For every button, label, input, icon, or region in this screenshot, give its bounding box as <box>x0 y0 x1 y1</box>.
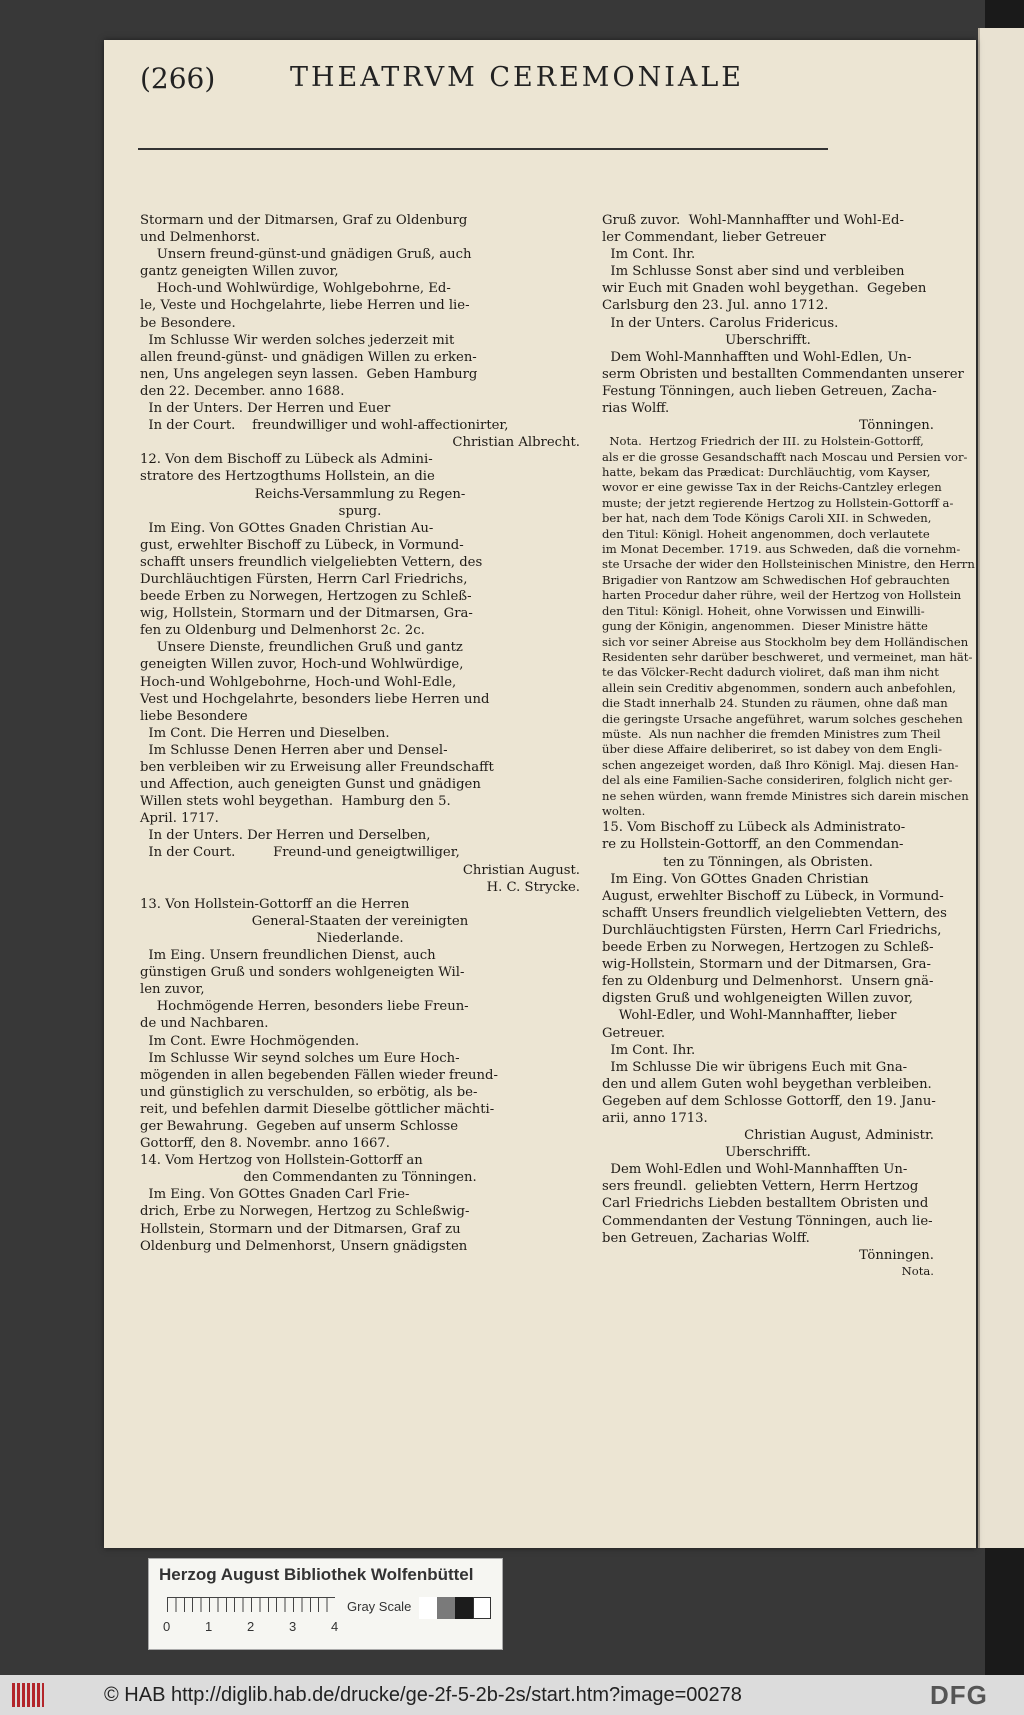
text-line: In der Court. Freund-und geneigtwilliger, <box>140 845 460 861</box>
text-line: geneigten Willen zuvor, Hoch-und Wohlwürdige, <box>140 657 464 673</box>
text-line: gantz geneigten Willen zuvor, <box>140 264 339 280</box>
text-line: wolten. <box>602 803 646 818</box>
text-line: Im Eing. Unsern freundlichen Dienst, auch <box>140 948 436 964</box>
text-line: April. 1717. <box>140 811 219 827</box>
ruler-tick-label: 1 <box>205 1619 213 1634</box>
text-line: den Titul: Königl. Hoheit, ohne Vorwissen und Einwilli- <box>602 603 925 618</box>
text-line: Unsere Dienste, freundlichen Gruß und gantz <box>140 640 463 656</box>
text-line: Reichs-Versammlung zu Regen- <box>254 486 466 502</box>
source-url[interactable]: © HAB http://diglib.hab.de/drucke/ge-2f-5-2b-2s/start.htm?image=00278 <box>104 1684 742 1706</box>
gray-scale-label: Gray Scale <box>347 1599 412 1614</box>
text-line: Hochmögende Herren, besonders liebe Freun- <box>140 999 469 1015</box>
text-line: schafft unsers freundlich vielgeliebten Vettern, des <box>140 554 483 570</box>
text-line: re zu Hollstein-Gottorff, an den Commendan- <box>602 837 904 853</box>
scale-ruler <box>167 1597 335 1612</box>
text-line: drich, Erbe zu Norwegen, Hertzog zu Schleßwig- <box>140 1204 470 1220</box>
text-line: Im Schlusse Denen Herren aber und Densel- <box>140 742 448 758</box>
text-line: beede Erben zu Norwegen, Hertzogen zu Schleß- <box>140 589 472 605</box>
text-line: ler Commendant, lieber Getreuer <box>602 230 826 246</box>
ruler-tick-label: 3 <box>289 1619 297 1634</box>
text-line: Dem Wohl-Mannhafften und Wohl-Edlen, Un- <box>602 349 912 365</box>
text-line: Durchläuchtigen Fürsten, Herrn Carl Friedrichs, <box>140 571 468 587</box>
text-line: als er die grosse Gesandschafft nach Moscau und Persien vor- <box>602 449 968 464</box>
text-line: nen, Uns angelegen seyn lassen. Geben Hamburg <box>140 366 478 382</box>
gray-swatch <box>419 1597 437 1619</box>
viewer-footer <box>0 1675 1024 1715</box>
text-line: Wohl-Edler, und Wohl-Mannhaffter, lieber <box>602 1008 897 1024</box>
text-line: Nota. Hertzog Friedrich der III. zu Holstein-Gottorff, <box>602 434 924 449</box>
text-line: ber hat, nach dem Tode Königs Caroli XII. in Schweden, <box>602 511 932 526</box>
text-line: Christian August. <box>462 862 580 878</box>
running-title: THEATRVM CEREMONIALE <box>290 62 745 93</box>
text-line: Carl Friedrichs Liebden bestalltem Obristen und <box>602 1196 929 1212</box>
text-line: arii, anno 1713. <box>602 1110 708 1126</box>
text-line: Gottorff, den 8. Novembr. anno 1667. <box>140 1136 390 1152</box>
text-line: günstigen Gruß und sonders wohlgeneigten Wil- <box>140 965 465 981</box>
text-line: In der Unters. Der Herren und Euer <box>140 401 391 417</box>
text-line: Tönningen. <box>859 1247 934 1263</box>
text-line: den 22. December. anno 1688. <box>140 383 345 399</box>
text-line: Getreuer. <box>602 1025 666 1041</box>
text-line: ben verbleiben wir zu Erweisung aller Freundschafft <box>140 760 494 775</box>
text-line: ne sehen würden, wann fremde Ministres sich darein mischen <box>602 788 969 803</box>
text-line: allen freund-günst- und gnädigen Willen zu erken- <box>140 349 477 365</box>
text-line: Carlsburg den 23. Jul. anno 1712. <box>602 298 829 314</box>
text-line: Gruß zuvor. Wohl-Mannhaffter und Wohl-Ed- <box>602 213 904 228</box>
text-line: Im Eing. Von GOttes Gnaden Christian <box>602 871 869 887</box>
text-line: den und allem Guten wohl beygethan verbleiben. <box>602 1076 932 1092</box>
text-line: über diese Affaire deliberiret, so ist dabey von dem Engli- <box>602 742 943 757</box>
text-line: wig-Hollstein, Stormarn und der Ditmarsen, Gra- <box>602 957 931 973</box>
text-line: und Affection, auch geneigten Gunst und gnädigen <box>140 777 481 793</box>
text-line: Im Schlusse Die wir übrigens Euch mit Gna- <box>602 1059 908 1075</box>
text-line: In der Court. freundwilliger und wohl-affectionirter, <box>140 418 509 434</box>
text-line: len zuvor, <box>140 982 205 998</box>
text-line: Vest und Hochgelahrte, besonders liebe Herren und <box>140 691 490 707</box>
right-text-column <box>602 212 975 1279</box>
text-line: Im Cont. Ihr. <box>602 1042 696 1058</box>
text-line: spurg. <box>338 503 382 519</box>
text-line: und Delmenhorst. <box>140 230 261 246</box>
text-line: ben Getreuen, Zacharias Wolff. <box>602 1230 810 1246</box>
text-line: Gegeben auf dem Schlosse Gottorff, den 19. Janu- <box>602 1093 936 1109</box>
library-name: Herzog August Bibliothek Wolfenbüttel <box>159 1565 474 1584</box>
text-line: Commendanten der Vestung Tönningen, auch lie- <box>602 1213 933 1229</box>
text-line: August, erwehlter Bischoff zu Lübeck, in Vormund- <box>602 888 944 904</box>
text-line: te das Völcker-Recht dadurch violiret, daß man ihm nicht <box>602 665 939 680</box>
text-line: Willen stets wohl beygethan. Hamburg den 5. <box>140 794 451 810</box>
text-line: serm Obristen und bestallten Commendanten unserer <box>602 366 964 382</box>
text-line: liebe Besondere <box>140 708 248 724</box>
text-line: wir Euch mit Gnaden wohl beygethan. Gegeben <box>602 281 927 297</box>
header-rule <box>138 148 828 150</box>
text-line: 14. Vom Hertzog von Hollstein-Gottorff an <box>140 1153 423 1169</box>
facing-page-edge <box>978 28 1024 1548</box>
text-line: schen angezeiget worden, daß Ihro Königl. Maj. diesen Han- <box>602 757 959 772</box>
text-line: Im Cont. Ihr. <box>602 247 696 263</box>
dfg-logo: DFG <box>930 1680 988 1710</box>
text-line: beede Erben zu Norwegen, Hertzogen zu Schleß- <box>602 940 934 956</box>
text-line: ten zu Tönningen, als Obristen. <box>663 854 873 870</box>
text-line: In der Unters. Der Herren und Derselben, <box>140 828 431 844</box>
text-line: 12. Von dem Bischoff zu Lübeck als Admini- <box>140 452 433 468</box>
text-line: allein sein Creditiv abgenommen, sondern auch anbefohlen, <box>602 680 956 695</box>
text-line: Tönningen. <box>859 418 934 434</box>
text-line: Im Eing. Von GOttes Gnaden Christian Au- <box>140 520 434 536</box>
text-line: Christian Albrecht. <box>452 435 580 451</box>
ruler-tick-label: 0 <box>163 1619 171 1634</box>
text-line: Niederlande. <box>316 930 404 946</box>
ruler-tick-label: 2 <box>247 1619 255 1634</box>
text-line: Im Schlusse Wir werden solches jederzeit mit <box>140 332 455 348</box>
text-line: harten Procedur daher rühre, weil der Hertzog von Hollstein <box>602 588 962 603</box>
text-line: Unsern freund-günst-und gnädigen Gruß, auch <box>140 247 472 263</box>
text-line: und günstiglich zu verschulden, so erbötig, als be- <box>140 1084 478 1100</box>
text-line: Im Schlusse Wir seynd solches um Eure Hoch- <box>140 1050 460 1066</box>
text-line: le, Veste und Hochgelahrte, liebe Herren und lie- <box>140 298 470 314</box>
text-line: Im Schlusse Sonst aber sind und verbleiben <box>602 264 905 280</box>
gray-swatch <box>455 1597 473 1619</box>
text-line: müste. Als nun nachher die fremden Ministres zum Theil <box>602 726 941 741</box>
text-line: Residenten sehr darüber beschweret, und vermeinet, man hät- <box>602 649 973 664</box>
text-line: Christian August, Administr. <box>744 1128 934 1144</box>
text-line: Im Cont. Ewre Hochmögenden. <box>140 1033 360 1049</box>
text-line: den Titul: Königl. Hoheit angenommen, doch verlautete <box>602 526 930 541</box>
gray-swatch <box>437 1597 455 1619</box>
page-number: (266) <box>140 62 216 95</box>
left-text-column <box>140 212 580 1255</box>
text-line: General-Staaten der vereinigten <box>251 913 469 929</box>
text-line: Durchläuchtigsten Fürsten, Herrn Carl Friedrichs, <box>602 922 942 938</box>
hab-logo-icon <box>12 1683 44 1707</box>
text-line: gust, erwehlter Bischoff zu Lübeck, in Vormund- <box>140 537 464 553</box>
text-line: die geringste Ursache angeführet, warum solches geschehen <box>602 711 963 726</box>
text-line: digsten Gruß und wohlgeneigten Willen zuvor, <box>602 991 913 1007</box>
text-line: die Stadt innerhalb 24. Stunden zu räumen, ohne daß man <box>602 696 948 711</box>
text-line: Festung Tönningen, auch lieben Getreuen, Zacha- <box>602 383 937 399</box>
text-line: be Besondere. <box>140 315 236 331</box>
color-calibration-bar <box>148 1558 503 1650</box>
text-line: schafft Unsers freundlich vielgeliebten Vettern, des <box>602 905 947 921</box>
text-line: Dem Wohl-Edlen und Wohl-Mannhafften Un- <box>602 1162 908 1178</box>
text-line: ger Bewahrung. Gegeben auf unserm Schlosse <box>140 1118 459 1134</box>
text-line: Im Cont. Die Herren und Dieselben. <box>140 725 390 741</box>
text-line: 13. Von Hollstein-Gottorff an die Herren <box>140 896 410 912</box>
running-header <box>140 62 840 102</box>
text-line: H. C. Strycke. <box>486 879 580 895</box>
text-line: de und Nachbaren. <box>140 1016 269 1032</box>
text-line: Uberschrifft. <box>725 332 811 348</box>
text-line: sers freundl. geliebten Vettern, Herrn Hertzog <box>602 1179 919 1195</box>
text-line: Im Eing. Von GOttes Gnaden Carl Frie- <box>140 1187 410 1203</box>
text-line: Hoch-und Wohlgebohrne, Hoch-und Wohl-Edle, <box>140 674 457 690</box>
text-line: rias Wolff. <box>602 401 670 417</box>
text-line: fen zu Oldenburg und Delmenhorst. Unsern gnä- <box>602 974 934 990</box>
text-line: del als eine Familien-Sache consideriren, folglich nicht ger- <box>602 773 953 788</box>
text-line: fen zu Oldenburg und Delmenhorst 2c. 2c. <box>140 623 425 639</box>
text-line: wovor er eine gewisse Tax in der Reichs-Cantzley erlegen <box>602 480 942 495</box>
gray-swatch <box>473 1597 491 1619</box>
text-line: Hollstein, Stormarn und der Ditmarsen, Graf zu <box>140 1221 461 1237</box>
text-line: muste; der jetzt regierende Hertzog zu Hollstein-Gottorff a- <box>602 495 954 510</box>
text-line: den Commendanten zu Tönningen. <box>243 1170 477 1186</box>
text-line: 15. Vom Bischoff zu Lübeck als Administrato- <box>602 820 906 836</box>
text-line: stratore des Hertzogthums Hollstein, an die <box>140 469 435 485</box>
text-line: Nota. <box>901 1263 934 1278</box>
text-line: hatte, bekam das Prædicat: Durchläuchtig, vom Kayser, <box>602 465 931 480</box>
text-line: reit, und befehlen darmit Dieselbe göttlicher mächti- <box>140 1101 495 1117</box>
text-line: Stormarn und der Ditmarsen, Graf zu Oldenburg <box>140 213 468 228</box>
text-line: Uberschrifft. <box>725 1145 811 1161</box>
text-line: im Monat December. 1719. aus Schweden, daß die vornehm- <box>602 542 961 557</box>
text-line: ste Ursache der wider den Hollsteinischen Ministre, den Herrn <box>602 557 975 572</box>
text-line: In der Unters. Carolus Fridericus. <box>602 315 839 331</box>
text-line: Brigadier von Rantzow am Schwedischen Hof gebrauchten <box>602 572 950 587</box>
text-line: wig, Hollstein, Stormarn und der Ditmarsen, Gra- <box>140 606 473 622</box>
ruler-tick-label: 4 <box>331 1619 339 1634</box>
text-line: gung der Königin, angenommen. Dieser Ministre hätte <box>602 619 928 634</box>
text-line: Oldenburg und Delmenhorst, Unsern gnädigsten <box>140 1238 468 1254</box>
text-line: Hoch-und Wohlwürdige, Wohlgebohrne, Ed- <box>140 281 451 297</box>
text-line: mögenden in allen begebenden Fällen wieder freund- <box>140 1067 498 1083</box>
text-line: sich vor seiner Abreise aus Stockholm bey dem Holländischen <box>602 634 969 649</box>
